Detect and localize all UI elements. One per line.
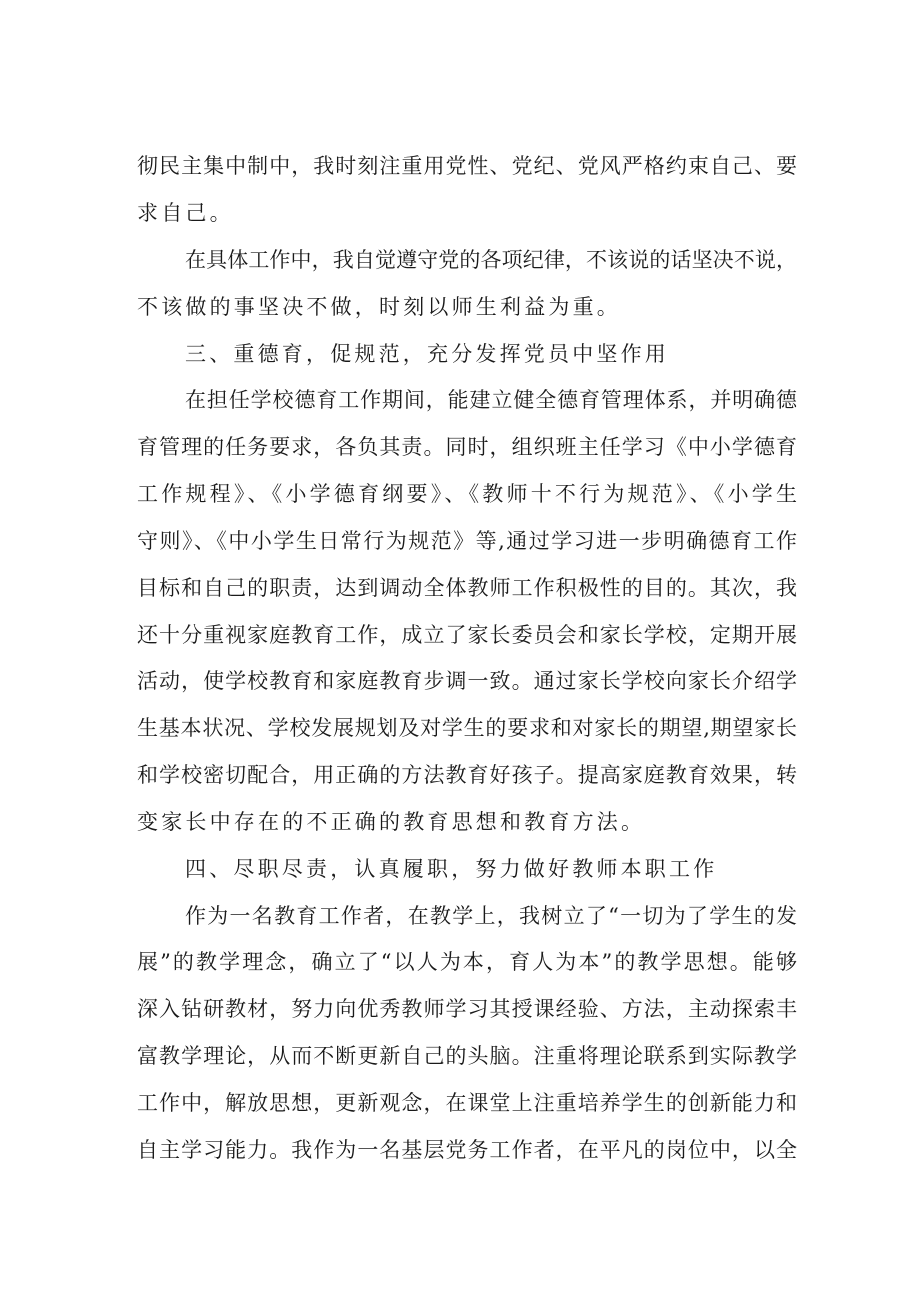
text-line: 变家长中存在的不正确的教育思想和教育方法。 — [137, 810, 646, 834]
text-line: 自主学习能力。我作为一名基层党务工作者，在平凡的岗位中，以全 — [137, 1138, 797, 1162]
text-line: 展”的教学理念，确立了“以人为本，育人为本”的教学思想。能够 — [137, 950, 797, 974]
text-line: 不该做的事坚决不做，时刻以师生利益为重。 — [137, 295, 621, 319]
text-line: 活动，使学校教育和家庭教育步调一致。通过家长学校向家长介绍学 — [137, 669, 797, 693]
text-line: 彻民主集中制中，我时刻注重用党性、党纪、党风严格约束自己、要 — [137, 154, 797, 178]
paragraph-first-line: 在具体工作中，我自觉遵守党的各项纪律，不该说的话坚决不说， — [185, 248, 797, 272]
text-line: 还十分重视家庭教育工作，成立了家长委员会和家长学校，定期开展 — [137, 623, 797, 647]
text-line: 求自己。 — [137, 201, 234, 225]
text-line: 富教学理论，从而不断更新自己的头脑。注重将理论联系到实际教学 — [137, 1044, 797, 1068]
text-line: 深入钻研教材，努力向优秀教师学习其授课经验、方法，主动探索丰 — [137, 997, 797, 1021]
text-line: 育管理的任务要求，各负其责。同时，组织班主任学习《中小学德育 — [137, 435, 797, 459]
text-line: 工作中，解放思想，更新观念，在课堂上注重培养学生的创新能力和 — [137, 1091, 797, 1115]
text-line: 守则》、《中小学生日常行为规范》等,通过学习进一步明确德育工作 — [137, 529, 797, 553]
text-line: 目标和自己的职责，达到调动全体教师工作积极性的目的。其次，我 — [137, 576, 797, 600]
text-line: 生基本状况、学校发展规划及对学生的要求和对家长的期望,期望家长 — [137, 716, 797, 740]
text-line: 和学校密切配合，用正确的方法教育好孩子。提高家庭教育效果，转 — [137, 763, 797, 787]
section-heading: 四、尽职尽责，认真履职，努力做好教师本职工作 — [185, 857, 718, 881]
paragraph-first-line: 作为一名教育工作者，在教学上，我树立了“一切为了学生的发 — [185, 904, 797, 928]
text-line: 工作规程》、《小学德育纲要》、《教师十不行为规范》、《小学生 — [137, 482, 797, 506]
paragraph-first-line: 在担任学校德育工作期间，能建立健全德育管理体系，并明确德 — [185, 388, 797, 412]
section-heading: 三、重德育，促规范，充分发挥党员中坚作用 — [185, 342, 669, 366]
